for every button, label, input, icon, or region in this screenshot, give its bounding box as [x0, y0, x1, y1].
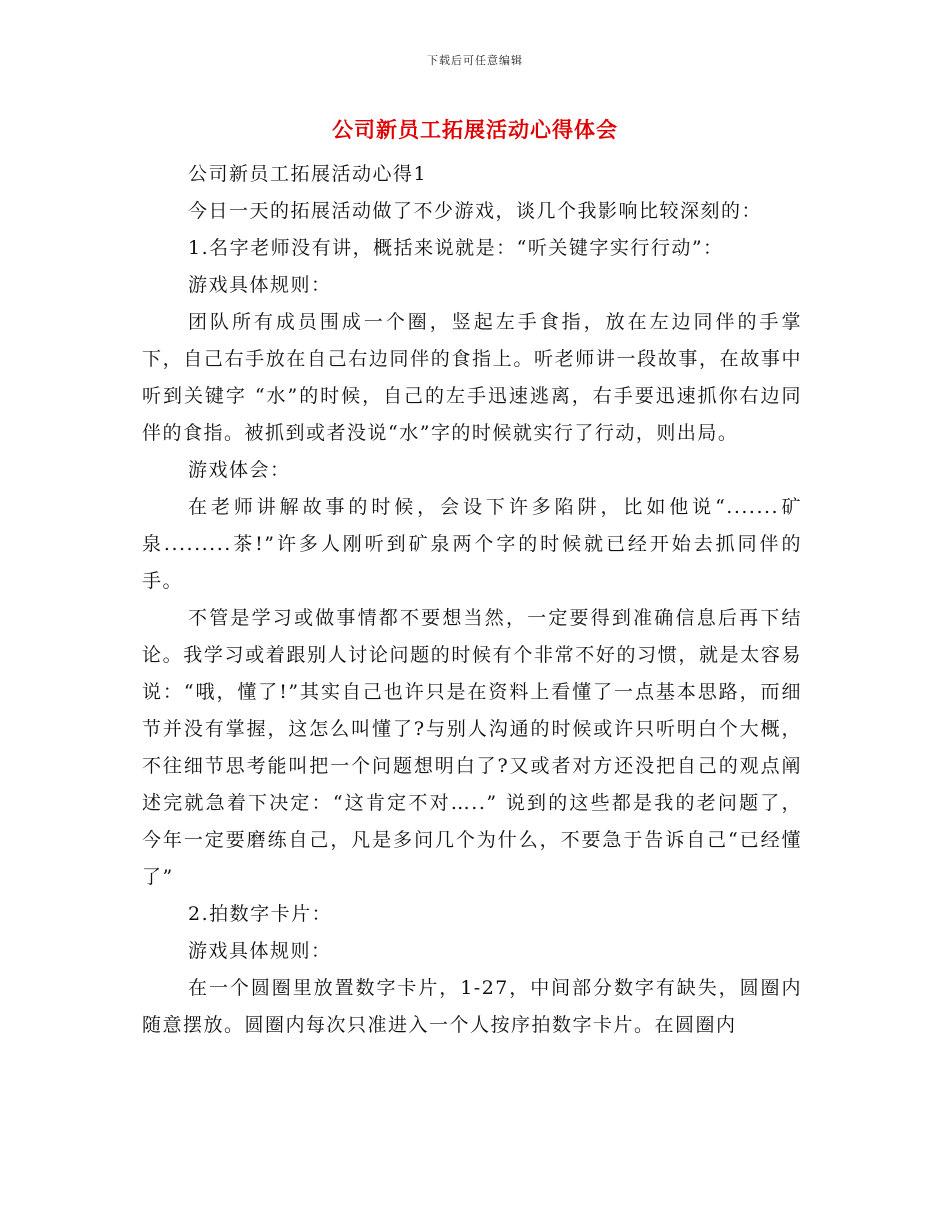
paragraph: 游戏具体规则：: [188, 940, 332, 962]
page-header-note: 下载后可任意编辑: [427, 54, 523, 67]
paragraph: 游戏具体规则：: [188, 274, 332, 296]
document-title: 公司新员工拓展活动心得体会: [332, 118, 618, 142]
paragraph: 在老师讲解故事的时候，会设下许多陷阱，比如他说“.......矿泉.........茶!”许多人刚听到矿泉两个字的时候就已经开始去抓同伴的手。: [142, 496, 802, 592]
paragraph: 公司新员工拓展活动心得1: [188, 163, 428, 185]
paragraph: 不管是学习或做事情都不要想当然，一定要得到准确信息后再下结论。我学习或着跟别人讨论问题的时候有个非常不好的习惯，就是太容易说：“哦，懂了!”其实自己也许只是在资料上看懂了一点基本思路，而细节并没有掌握，这怎么叫懂了?与别人沟通的时候或许只听明白个大概，不往细节思考能叫把一个问题想明白了?又或者对方还没把自己的观点阐述完就急着下决定：“这肯定不对…..” 说到的这些都是我的老问题了，今年一定要磨练自己，凡是多问几个为什么，不要急于告诉自己“已经懂了”: [142, 607, 802, 888]
paragraph: 游戏体会：: [188, 459, 291, 481]
paragraph: 在一个圆圈里放置数字卡片，1-27，中间部分数字有缺失，圆圈内随意摆放。圆圈内每次只准进入一个人按序拍数字卡片。在圆圈内: [142, 977, 802, 1036]
paragraph: 团队所有成员围成一个圈，竖起左手食指，放在左边同伴的手掌下，自己右手放在自己右边同伴的食指上。听老师讲一段故事，在故事中听到关键字 “水”的时候，自己的左手迅速逃离，右手要迅速抓你右边同伴的食指。被抓到或者没说“水”字的时候就实行了行动，则出局。: [142, 311, 802, 444]
paragraph: 2.拍数字卡片：: [188, 903, 333, 925]
paragraph: 1.名字老师没有讲，概括来说就是：“听关键字实行行动”：: [188, 237, 724, 259]
document-body: [142, 156, 802, 1044]
paragraph: 今日一天的拓展活动做了不少游戏，谈几个我影响比较深刻的：: [188, 200, 763, 222]
